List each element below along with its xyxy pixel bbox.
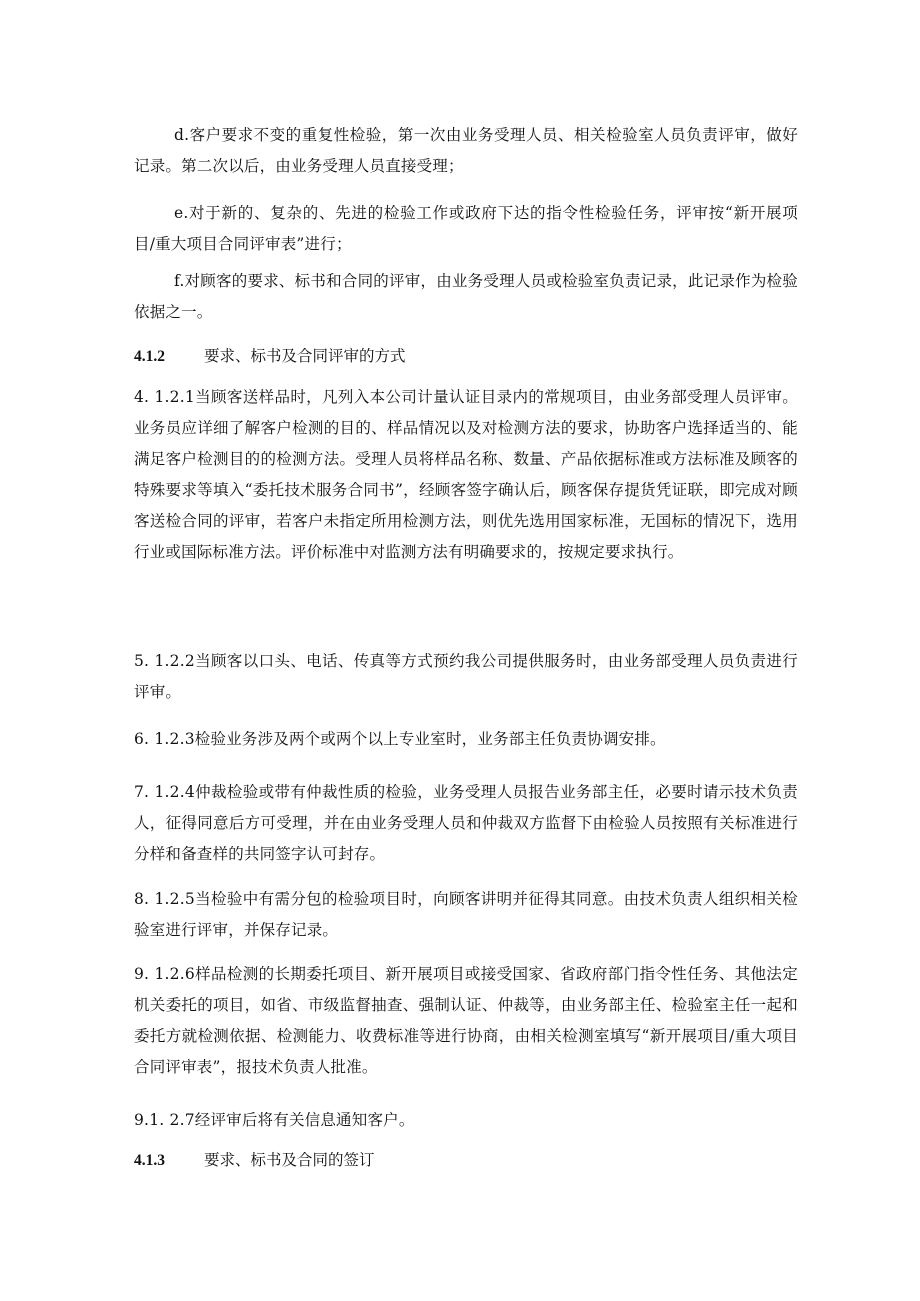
paragraph-f: f.对顾客的要求、标书和合同的评审，由业务受理人员或检验室负责记录，此记录作为检验依据之一。 [134, 272, 798, 321]
list-item-9: 9. 1.2.6样品检测的长期委托项目、新开展项目或接受国家、省政府部门指令性任务、其他法定机关委托的项目，如省、市级监督抽查、强制认证、仲裁等，由业务部主任、检验室主任一起和委托方就检测依据、检测能力、收费标准等进行协商，由相关检测室填写“新开展项目/重大项目合同评审表”，报技术负责人批准。 [134, 965, 798, 1076]
list-item-7: 7. 1.2.4仲裁检验或带有仲裁性质的检验，业务受理人员报告业务部主任，必要时请示技术负责人，征得同意后方可受理，并在由业务受理人员和仲裁双方监督下由检验人员按照有关标准进行分样和备查样的共同签字认可封存。 [134, 783, 798, 863]
section-heading-4-1-3 [134, 1145, 375, 1176]
list-item-8: 8. 1.2.5当检验中有需分包的检验项目时，向顾客讲明并征得其同意。由技术负责人组织相关检验室进行评审，并保存记录。 [134, 890, 798, 939]
section-title: 要求、标书及合同的签订 [204, 1151, 375, 1169]
section-number: 4.1.3 [134, 1152, 165, 1169]
section-title: 要求、标书及合同评审的方式 [204, 347, 406, 365]
paragraph-d: d.客户要求不变的重复性检验，第一次由业务受理人员、相关检验室人员负责评审，做好记录。第二次以后，由业务受理人员直接受理； [134, 126, 798, 175]
section-heading-4-1-2 [134, 341, 406, 372]
list-item-4: 4. 1.2.1当顾客送样品时，凡列入本公司计量认证目录内的常规项目，由业务部受理人员评审。业务员应详细了解客户检测的目的、样品情况以及对检测方法的要求，协助客户选择适当的、能满足客户检测目的的检测方法。受理人员将样品名称、数量、产品依据标准或方法标准及顾客的特殊要求等填入“委托技术服务合同书”，经顾客签字确认后，顾客保存提货凭证联，即完成对顾客送检合同的评审，若客户未指定所用检测方法，则优先选用国家标准，无国标的情况下，选用行业或国际标准方法。评价标准中对监测方法有明确要求的，按规定要求执行。 [134, 388, 798, 561]
paragraph-e: e.对于新的、复杂的、先进的检验工作或政府下达的指令性检验任务，评审按“新开展项目/重大项目合同评审表”进行； [134, 204, 798, 253]
list-item-5: 5. 1.2.2当顾客以口头、电话、传真等方式预约我公司提供服务时，由业务部受理人员负责进行评审。 [134, 652, 798, 701]
list-item-6: 6. 1.2.3检验业务涉及两个或两个以上专业室时，业务部主任负责协调安排。 [134, 730, 666, 748]
list-item-9-1: 9.1. 2.7经评审后将有关信息通知客户。 [134, 1111, 415, 1129]
section-number: 4.1.2 [134, 348, 165, 365]
